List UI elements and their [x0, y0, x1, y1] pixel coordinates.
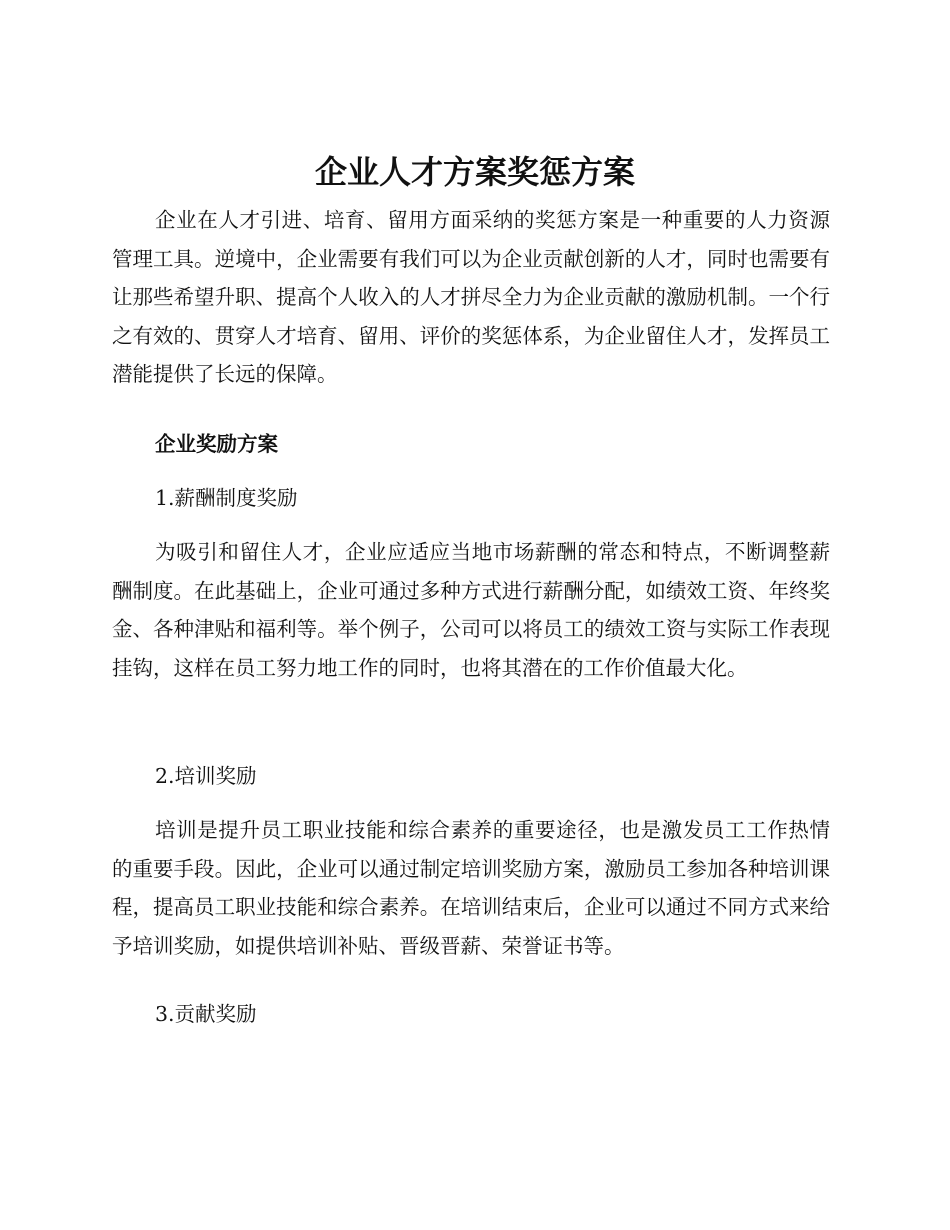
intro-paragraph: 企业在人才引进、培育、留用方面采纳的奖惩方案是一种重要的人力资源管理工具。逆境中，企业需要有我们可以为企业贡献创新的人才，同时也需要有让那些希望升职、提高个人收入的人才拼尽全力为企业贡献的激励机制。一个行之有效的、贯穿人才培育、留用、评价的奖惩体系，为企业留住人才，发挥员工潜能提供了长远的保障。: [112, 208, 830, 386]
item-heading-3: 3.贡献奖励: [155, 1002, 257, 1026]
item-heading-1: 1.薪酬制度奖励: [155, 486, 298, 510]
document-title: 企业人才方案奖惩方案: [314, 153, 635, 191]
item-heading-2: 2.培训奖励: [155, 764, 257, 788]
section-heading: 企业奖励方案: [155, 432, 278, 456]
item-body-1: 为吸引和留住人才，企业应适应当地市场薪酬的常态和特点，不断调整薪酬制度。在此基础上，企业可通过多种方式进行薪酬分配，如绩效工资、年终奖金、各种津贴和福利等。举个例子，公司可以将员工的绩效工资与实际工作表现挂钩，这样在员工努力地工作的同时，也将其潜在的工作价值最大化。: [112, 540, 830, 680]
item-body-2: 培训是提升员工职业技能和综合素养的重要途径，也是激发员工工作热情的重要手段。因此，企业可以通过制定培训奖励方案，激励员工参加各种培训课程，提高员工职业技能和综合素养。在培训结束后，企业可以通过不同方式来给予培训奖励，如提供培训补贴、晋级晋薪、荣誉证书等。: [112, 818, 830, 958]
